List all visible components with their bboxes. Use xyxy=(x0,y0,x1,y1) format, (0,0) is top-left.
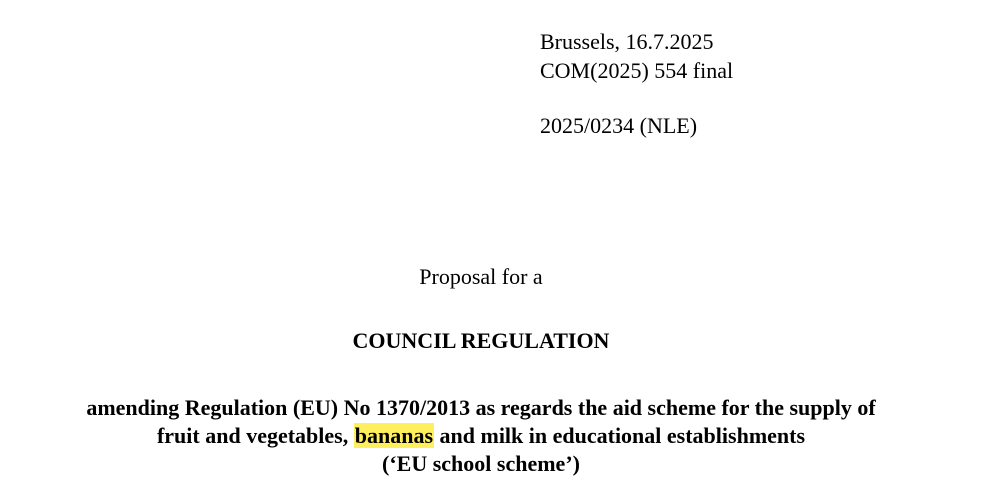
search-highlight: bananas xyxy=(354,423,434,448)
proposal-intro: Proposal for a xyxy=(419,264,543,289)
title-line-3: (‘EU school scheme’) xyxy=(382,451,580,476)
act-type-heading: COUNCIL REGULATION xyxy=(352,328,610,353)
procedure-number: 2025/0234 (NLE) xyxy=(540,113,698,138)
place-date: Brussels, 16.7.2025 xyxy=(540,29,714,54)
com-reference: COM(2025) 554 final xyxy=(540,58,734,83)
document-header xyxy=(540,27,733,140)
header-spacer xyxy=(540,85,733,111)
title-line-1: amending Regulation (EU) No 1370/2013 as regards the aid scheme for the supply of xyxy=(86,395,876,420)
title-line-2 xyxy=(0,422,962,450)
title-line-2-end: and milk in educational establishments xyxy=(434,423,806,448)
title-line-2-start: fruit and vegetables, xyxy=(156,423,354,448)
regulation-title xyxy=(0,394,962,478)
